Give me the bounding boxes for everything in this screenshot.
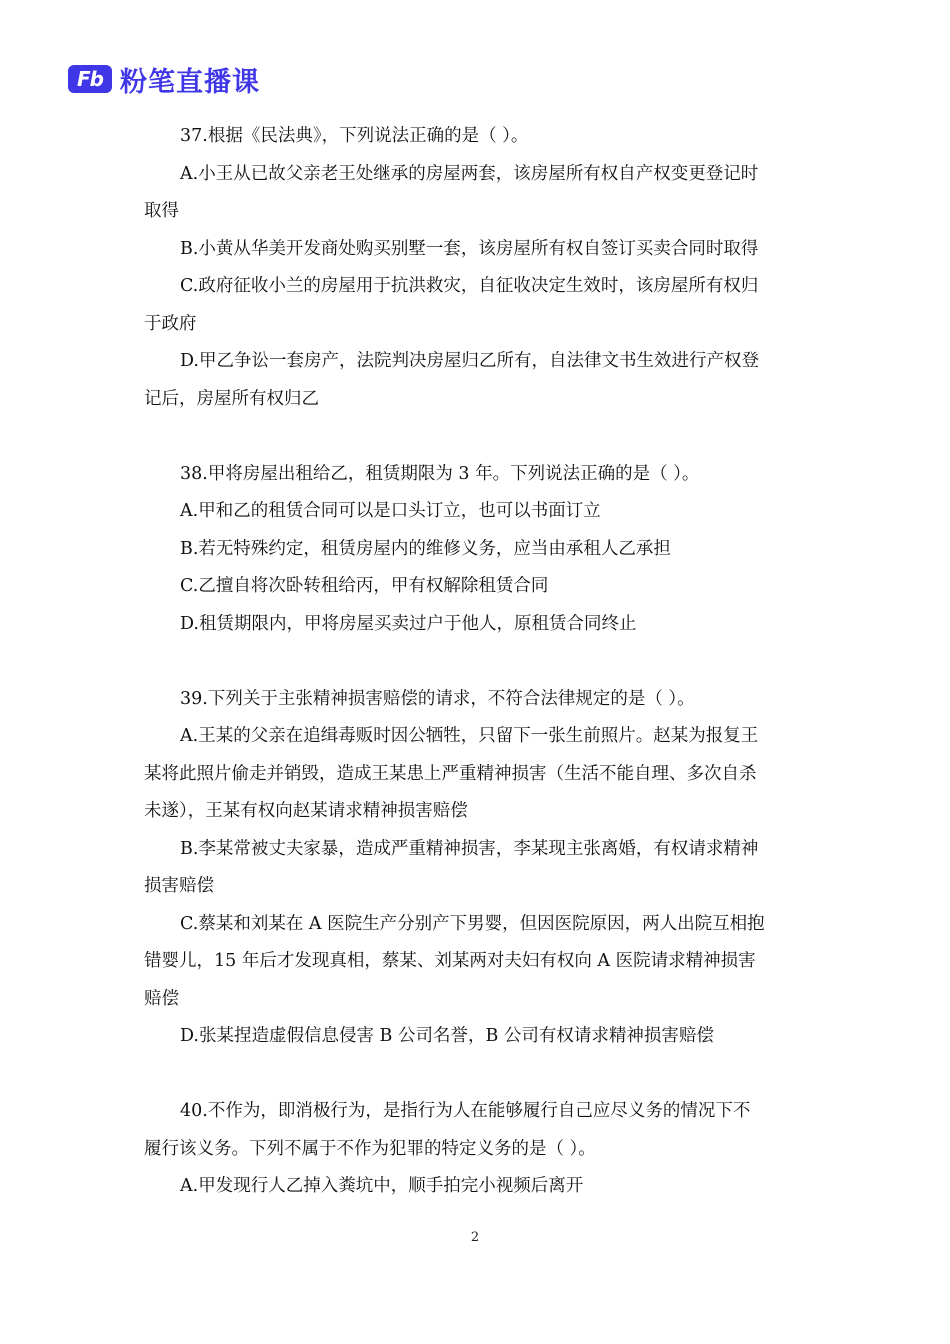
fb-logo-icon: Fb [68, 65, 112, 93]
option-a: A.甲发现行人乙掉入粪坑中，顺手拍完小视频后离开 [180, 1176, 584, 1196]
option-d: D.甲乙争讼一套房产，法院判决房屋归乙所有，自法律文书生效进行产权登 [180, 351, 759, 371]
brand-name: 粉笔直播课 [120, 66, 260, 98]
option-c: C.乙擅自将次卧转租给丙，甲有权解除租赁合同 [180, 576, 549, 596]
option-b: B.李某常被丈夫家暴，造成严重精神损害，李某现主张离婚，有权请求精神 [180, 838, 759, 859]
option-d: D.张某捏造虚假信息侵害 B 公司名誉，B 公司有权请求精神损害赔偿 [180, 1026, 714, 1046]
option-c: C.政府征收小兰的房屋用于抗洪救灾，自征收决定生效时，该房屋所有权归 [180, 276, 759, 296]
question-stem: 39.下列关于主张精神损害赔偿的请求，不符合法律规定的是（ ）。 [180, 688, 695, 709]
option-a-cont: 未遂），王某有权向赵某请求精神损害赔偿 [144, 801, 468, 821]
option-b-cont: 损害赔偿 [144, 876, 214, 896]
question-stem: 38.甲将房屋出租给乙，租赁期限为 3 年。下列说法正确的是（ ）。 [180, 463, 700, 484]
brand-logo [68, 60, 260, 98]
option-c-cont: 错婴儿，15 年后才发现真相，蔡某、刘某两对夫妇有权向 A 医院请求精神损害 [144, 951, 756, 971]
question-stem-cont: 履行该义务。下列不属于不作为犯罪的特定义务的是（ ）。 [144, 1138, 596, 1159]
option-a-cont: 取得 [144, 201, 179, 221]
option-a: A.甲和乙的租赁合同可以是口头订立，也可以书面订立 [180, 501, 601, 521]
question-stem: 40.不作为，即消极行为，是指行为人在能够履行自己应尽义务的情况下不 [180, 1101, 751, 1121]
option-c: C.蔡某和刘某在 A 医院生产分别产下男婴，但因医院原因，两人出院互相抱 [180, 913, 765, 934]
page-number: 2 [470, 1230, 480, 1245]
option-b: B.若无特殊约定，租赁房屋内的维修义务，应当由承租人乙承担 [180, 538, 671, 559]
option-c-cont: 于政府 [144, 313, 197, 334]
option-d-cont: 记后，房屋所有权归乙 [144, 388, 319, 409]
question-39 [144, 681, 812, 1056]
option-d: D.租赁期限内，甲将房屋买卖过户于他人，原租赁合同终止 [180, 613, 637, 634]
option-c-cont: 赔偿 [144, 988, 179, 1009]
option-b: B.小黄从华美开发商处购买别墅一套，该房屋所有权自签订买卖合同时取得 [180, 238, 759, 259]
question-38 [144, 456, 812, 644]
option-a-cont: 某将此照片偷走并销毁，造成王某患上严重精神损害（生活不能自理、多次自杀 [144, 763, 757, 784]
option-a: A.王某的父亲在追缉毒贩时因公牺牲，只留下一张生前照片。赵某为报复王 [180, 726, 759, 746]
document-body [144, 118, 812, 1206]
question-37 [144, 118, 812, 418]
question-stem: 37.根据《民法典》，下列说法正确的是（ ）。 [180, 126, 529, 146]
question-40 [144, 1093, 812, 1206]
option-a: A.小王从已故父亲老王处继承的房屋两套，该房屋所有权自产权变更登记时 [180, 163, 759, 184]
